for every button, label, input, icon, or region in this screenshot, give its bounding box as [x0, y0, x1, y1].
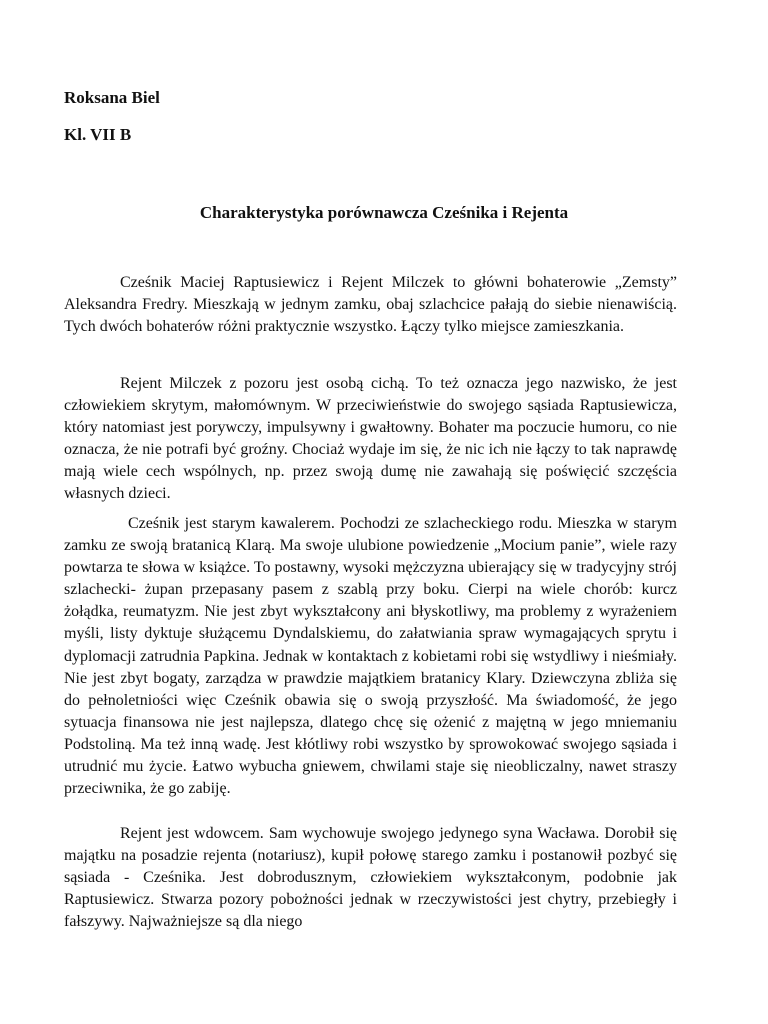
- paragraph-1: Cześnik Maciej Raptusiewicz i Rejent Milczek to główni bohaterowie „Zemsty” Aleksandra Fredry. Mieszkają w jednym zamku, obaj szlachcice pałają do siebie nienawiścią. Tych dwóch bohaterów różni praktycznie wszystko. Łączy tylko miejsce zamieszkania.: [64, 274, 677, 336]
- author-name: Roksana Biel: [64, 88, 160, 107]
- paragraph-3: Cześnik jest starym kawalerem. Pochodzi ze szlacheckiego rodu. Mieszka w starym zamku ze swoją bratanicą Klarą. Ma swoje ulubione powiedzenie „Mocium panie”, wiele razy powtarza te słowa w książce. To postawny, wysoki mężczyzna ubierający się w tradycyjny strój szlachecki- żupan przepasany pasem z szablą przy boku. Cierpi na wiele chorób: kurcz żołądka, reumatyzm. Nie jest zbyt wykształcony ani błyskotliwy, ma problemy z wyrażeniem myśli, listy dyktuje służącemu Dyndalskiemu, do załatwiania spraw wymagających sprytu i dyplomacji zatrudnia Papkina. Jednak w kontaktach z kobietami robi się wstydliwy i nieśmiały. Nie jest zbyt bogaty, zarządza w prawdzie majątkiem bratanicy Klary. Dziewczyna zbliża się do pełnoletniości więc Cześnik obawia się o swoją przyszłość. Ma świadomość, że jego sytuacja finansowa nie jest najlepsza, dlatego chcę się ożenić z majętną w jego mniemaniu Podstoliną. Ma też inną wadę. Jest kłótliwy robi wszystko by sprowokować swojego sąsiada i utrudnić mu życie. Łatwo wybucha gniewem, chwilami staje się nieobliczalny, nawet straszy przeciwnika, że go zabiję.: [64, 515, 677, 798]
- essay-title: Charakterystyka porównawcza Cześnika i Rejenta: [199, 203, 569, 222]
- paragraph-2: Rejent Milczek z pozoru jest osobą cichą. To też oznacza jego nazwisko, że jest człowiekiem skrytym, małomównym. W przeciwieństwie do swojego sąsiada Raptusiewicza, który natomiast jest porywczy, impulsywny i gwałtowny. Bohater ma poczucie humoru, co nie oznacza, że nie potrafi być groźny. Chociaż wydaje im się, że nic ich nie łączy to tak naprawdę mają wiele cech wspólnych, np. przez swoją dumę nie zawahają się poświęcić szczęścia własnych dzieci.: [64, 375, 677, 503]
- paragraph-4: Rejent jest wdowcem. Sam wychowuje swojego jedynego syna Wacława. Dorobił się majątku na posadzie rejenta (notariusz), kupił połowę starego zamku i postanowił pozbyć się sąsiada - Cześnika. Jest dobrodusznym, człowiekiem wykształconym, podobnie jak Raptusiewicz. Stwarza pozory pobożności jednak w rzeczywistości jest chytry, przebiegły i fałszywy. Najważniejsze są dla niego: [64, 825, 677, 931]
- class-label: Kl. VII B: [64, 125, 132, 144]
